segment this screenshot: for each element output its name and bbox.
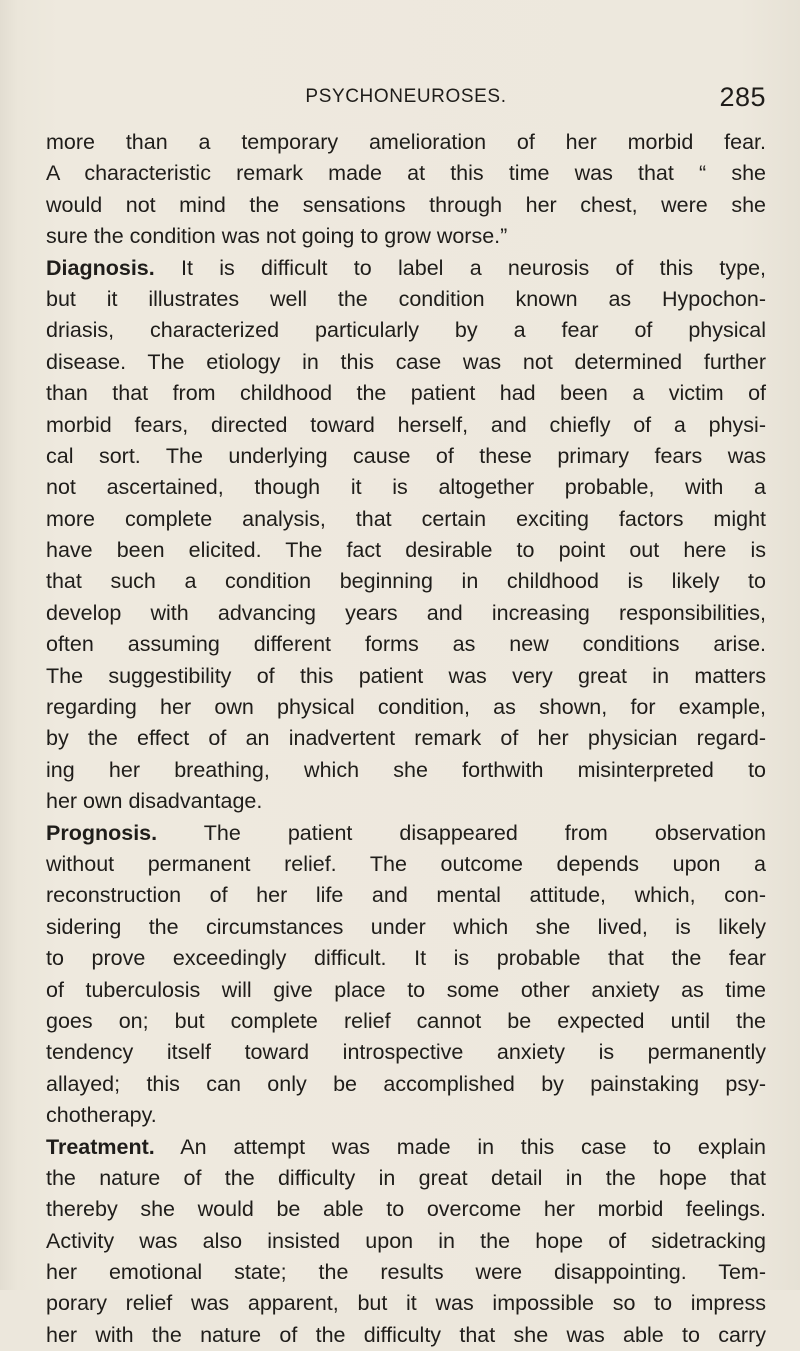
line-text: more than a temporary amelioration of her morbid fear. xyxy=(46,130,766,154)
body-text xyxy=(46,127,766,1351)
text-line xyxy=(46,880,766,911)
line-text: more complete analysis, that certain exciting factors might xyxy=(46,506,766,531)
section-heading: Prognosis. xyxy=(46,820,158,845)
line-text: have been elicited. The fact desirable to point out here is xyxy=(46,538,766,563)
text-line xyxy=(46,1037,766,1068)
text-line xyxy=(46,284,766,315)
text-line xyxy=(46,566,766,597)
text-line xyxy=(46,347,766,378)
line-text: her with the nature of the difficulty that she was able to carry xyxy=(46,1322,766,1347)
line-text: Activity was also insisted upon in the hope of sidetracking xyxy=(46,1228,766,1253)
text-line xyxy=(46,692,766,723)
line-text: thereby she would be able to overcome her morbid feelings. xyxy=(46,1197,766,1222)
page-number: 285 xyxy=(719,82,766,112)
line-text: that such a condition beginning in childhood is likely to xyxy=(46,569,766,594)
text-line xyxy=(46,1288,766,1319)
text-line xyxy=(46,943,766,974)
text-line xyxy=(46,190,766,221)
text-line xyxy=(46,912,766,943)
text-line xyxy=(46,504,766,535)
text-line xyxy=(46,786,766,817)
line-text: her emotional state; the results were disappointing. Tem- xyxy=(46,1260,766,1285)
line-text: disease. The etiology in this case was not determined further xyxy=(46,349,766,374)
line-text: goes on; but complete relief cannot be expected until the xyxy=(46,1008,766,1033)
line-text: The patient disappeared from observation xyxy=(157,820,766,845)
text-line xyxy=(46,629,766,660)
line-text: by the effect of an inadvertent remark of her physician regard- xyxy=(46,726,766,751)
line-text: morbid fears, directed toward herself, and chiefly of a physi- xyxy=(46,412,766,437)
text-line xyxy=(46,598,766,629)
line-text: develop with advancing years and increasing responsibilities, xyxy=(46,600,766,625)
line-text: cal sort. The underlying cause of these primary fears was xyxy=(46,443,766,468)
text-line xyxy=(46,535,766,566)
section-heading-line xyxy=(46,1132,766,1163)
line-text: The suggestibility of this patient was very great in matters xyxy=(46,663,766,688)
text-line xyxy=(46,1069,766,1100)
text-line xyxy=(46,849,766,880)
text-line xyxy=(46,661,766,692)
text-line xyxy=(46,221,766,252)
running-title: PSYCHONEUROSES. xyxy=(305,86,507,107)
text-line xyxy=(46,1320,766,1351)
text-line xyxy=(46,723,766,754)
text-line xyxy=(46,127,766,158)
line-text: of tuberculosis will give place to some other anxiety as time xyxy=(46,977,766,1002)
line-text: often assuming different forms as new conditions arise. xyxy=(46,632,766,657)
line-text: not ascertained, though it is altogether probable, with a xyxy=(46,475,766,500)
text-line xyxy=(46,975,766,1006)
line-text: sidering the circumstances under which she lived, is likely xyxy=(46,914,766,939)
line-text: allayed; this can only be accomplished by painstaking psy- xyxy=(46,1071,766,1096)
section-heading: Diagnosis. xyxy=(46,255,155,280)
line-text: to prove exceedingly difficult. It is probable that the fear xyxy=(46,946,766,971)
text-line xyxy=(46,378,766,409)
line-text: would not mind the sensations through her chest, were she xyxy=(46,192,766,217)
line-text: without permanent relief. The outcome depends upon a xyxy=(46,851,766,876)
line-text: but it illustrates well the condition known as Hypochon- xyxy=(46,286,766,311)
line-text: regarding her own physical condition, as shown, for example, xyxy=(46,695,766,720)
line-text: ing her breathing, which she forthwith misinterpreted to xyxy=(46,757,766,782)
section-heading-line xyxy=(46,253,766,284)
line-text: sure the condition was not going to grow worse.” xyxy=(46,224,508,249)
text-line xyxy=(46,315,766,346)
line-text: porary relief was apparent, but it was impossible so to impress xyxy=(46,1291,766,1316)
text-line xyxy=(46,158,766,189)
text-line xyxy=(46,1226,766,1257)
text-line xyxy=(46,755,766,786)
text-line xyxy=(46,441,766,472)
text-line xyxy=(46,1100,766,1131)
line-text: driasis, characterized particularly by a fear of physical xyxy=(46,318,766,343)
text-line xyxy=(46,1006,766,1037)
text-line xyxy=(46,1257,766,1288)
line-text: her own disadvantage. xyxy=(46,789,263,814)
line-text: An attempt was made in this case to explain xyxy=(154,1134,766,1159)
text-line xyxy=(46,410,766,441)
text-line xyxy=(46,472,766,503)
text-line xyxy=(46,1163,766,1194)
line-text: A characteristic remark made at this time was that “ she xyxy=(46,161,766,186)
running-head xyxy=(46,82,766,114)
section-heading-line xyxy=(46,818,766,849)
line-text: chotherapy. xyxy=(46,1103,157,1128)
line-text: tendency itself toward introspective anxiety is permanently xyxy=(46,1040,766,1065)
line-text: than that from childhood the patient had been a victim of xyxy=(46,381,766,406)
line-text: the nature of the difficulty in great detail in the hope that xyxy=(46,1165,766,1190)
section-heading: Treatment. xyxy=(46,1134,155,1159)
line-text: reconstruction of her life and mental attitude, which, con- xyxy=(46,883,766,908)
line-text: It is difficult to label a neurosis of this type, xyxy=(154,255,766,280)
text-line xyxy=(46,1194,766,1225)
